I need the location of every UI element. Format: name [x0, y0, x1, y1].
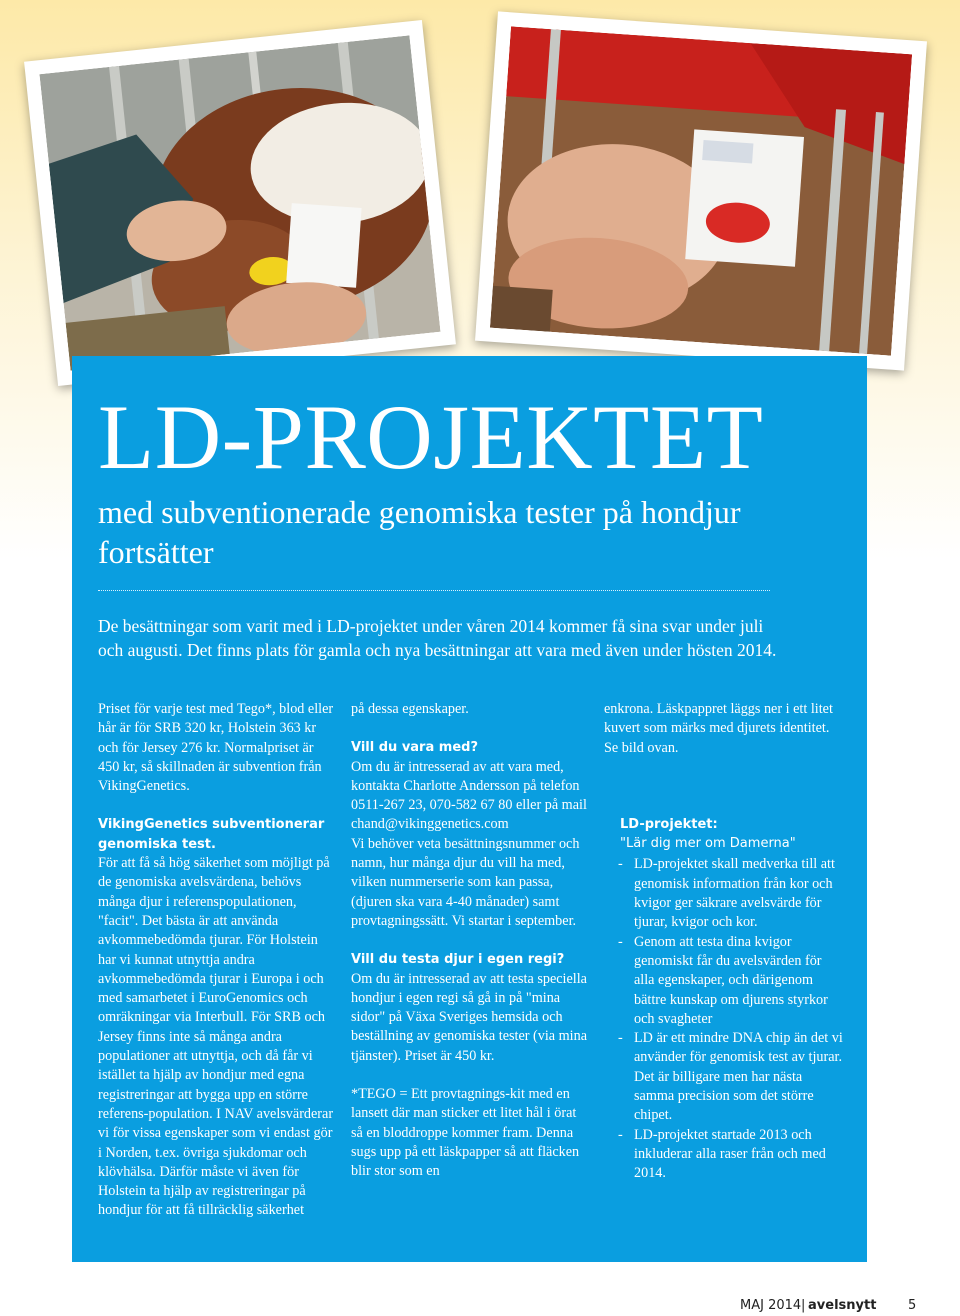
column-1: [98, 700, 338, 1221]
issue-date: MAJ 2014: [740, 1298, 802, 1313]
dotted-divider: [98, 590, 770, 591]
list-item: - Genom att testa dina kvigor genomiskt får du avelsvärden för alla egenskaper, och därigenom bättre kunskap om djurens styrkor och svagheter: [604, 933, 844, 1029]
join-heading: Vill du vara med?: [351, 740, 478, 756]
info-box-heading: LD-projektet:: [620, 816, 718, 832]
page-number: 5: [908, 1298, 917, 1313]
contact-paragraph: Om du är intresserad av att vara med, kontakta Charlotte Andersson på telefon 0511-267 23, 070-582 67 80 eller på mail chand@vikinggenetics.com: [351, 758, 587, 833]
info-box-subtitle: "Lär dig mer om Damerna": [620, 836, 796, 852]
price-paragraph: Priset för varje test med Tego*, blod eller hår är för SRB 320 kr, Holstein 363 kr och för Jersey 276 kr. Normalpriset är 450 kr, så skillnaden är subvention från VikingGenetics.: [98, 701, 334, 795]
article-title: LD-PROJEKTET: [98, 386, 764, 488]
own-testing-heading: Vill du testa djur i egen regi?: [351, 952, 565, 968]
requirements-paragraph: Vi behöver veta besättningsnummer och namn, hur många djur du vill ha med, vilken nummerserie som kan passa, (djuren ska vara 4-40 månader) samt provtagningssätt. Vi startar i september.: [351, 835, 580, 929]
reference-population-paragraph: För att få så hög säkerhet som möjligt på de genomiska avelsvärdena, behövs många djur i referenspopulationen, "facit". Det bästa är att använda avkommebedömda tjurar. För Holstein har vi kunnat utnyttja andra avkommebedömda tjurar i Europa i och med samarbetet i EuroGenomics och omräkningar via Interbull. För SRB och Jersey finns inte så många andra populationer att utnyttja, och då får vi istället ta hjälp av hondjur med egna registreringar att bygga upp en större referens-population. I NAV avelsvärderar vi för vissa egenskaper som vi endast gör i Norden, t.ex. övriga sjukdomar och klövhälsa. Därför måste vi även för Holstein ta hjälp av registreringar på hondjur för att få tillräcklig säkerhet: [98, 855, 334, 1219]
column-3: [604, 700, 844, 1184]
envelope-paragraph: enkrona. Läskpappret läggs ner i ett litet kuvert som märks med djurets identitet. Se bild ovan.: [604, 701, 833, 756]
article-subtitle: med subventionerade genomiska tester på hondjur fortsätter: [98, 494, 741, 570]
list-item: - LD är ett mindre DNA chip än det vi använder för genomisk test av tjurar. Det är billigare men har nästa samma precision som det större chipet.: [604, 1029, 844, 1125]
subvention-heading: VikingGenetics subventionerar genomiska test.: [98, 817, 325, 852]
info-box-list: [604, 855, 844, 1183]
own-testing-paragraph: Om du är intresserad av att testa speciella hondjur i egen regi så gå in på "mina sidor" på Växa Sveriges hemsida och beställning av genomiska tester (via mina tjänster). Priset är 450 kr.: [351, 970, 587, 1064]
tego-sample-card-photo-icon: [490, 26, 912, 355]
photo-ear-sampling: [24, 20, 456, 386]
column-2: [351, 700, 591, 1182]
list-item: - LD-projektet skall medverka till att genomisk information från kor och kvigor ger säkrare avelsvärde för tjurar, kvigor och kor.: [604, 855, 844, 932]
magazine-name: avelsnytt: [808, 1298, 877, 1313]
list-item: - LD-projektet startade 2013 och inkluderar alla raser från och med 2014.: [604, 1126, 844, 1184]
cow-ear-sampling-photo-icon: [39, 35, 440, 370]
tego-footnote: *TEGO = Ett provtagnings-kit med en lansett där man sticker ett litet hål i örat så en bloddroppe kommer fram. Denna sugs upp på ett läskpapper så att fläcken blir stor som en: [351, 1086, 580, 1180]
continuation-paragraph: på dessa egenskaper.: [351, 701, 469, 717]
article-lead: De besättningar som varit med i LD-projektet under våren 2014 kommer få sina svar under juli och augusti. Det finns plats för gamla och nya besättningar att vara med även under hösten 2014.: [98, 616, 777, 660]
photo-tego-card: [475, 11, 927, 370]
ld-info-box: [604, 815, 844, 1184]
footer-separator: |: [801, 1298, 806, 1313]
